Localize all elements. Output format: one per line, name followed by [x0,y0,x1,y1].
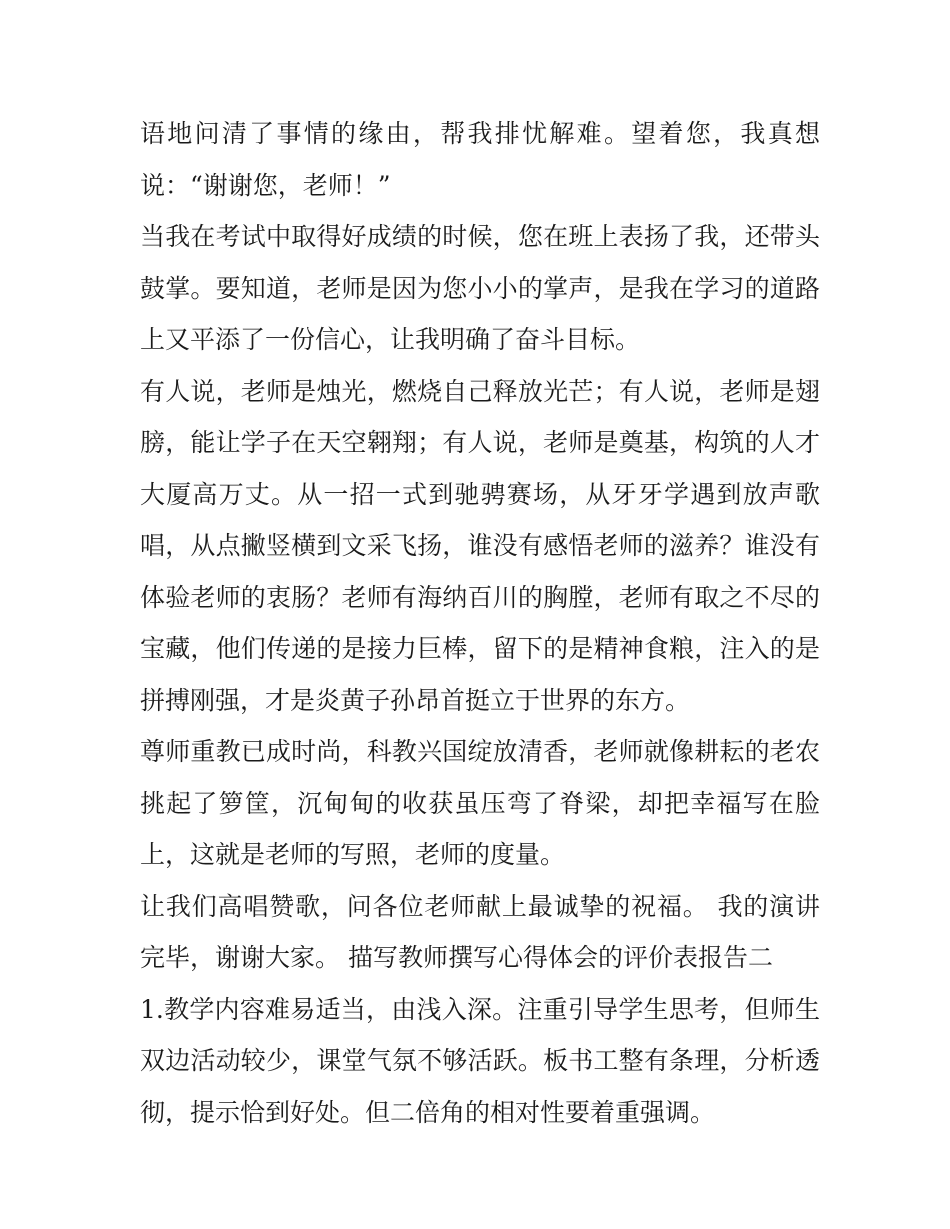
paragraph-respect-teachers: 尊师重教已成时尚，科教兴国绽放清香，老师就像耕耘的老农挑起了箩筐，沉甸甸的收获虽压弯了脊梁，却把幸福写在脸上，这就是老师的写照，老师的度量。 [140,737,820,869]
paragraph-thanks-teacher: 语地问清了事情的缘由，帮我排忧解难。望着您，我真想说：“谢谢您，老师！” [140,119,820,200]
paragraph-exam-praise: 当我在考试中取得好成绩的时候，您在班上表扬了我，还带头鼓掌。要知道，老师是因为您小小的掌声，是我在学习的道路上又平添了一份信心，让我明确了奋斗目标。 [140,222,820,354]
paragraph-teacher-metaphors: 有人说，老师是烛光，燃烧自己释放光芒；有人说，老师是翅膀，能让学子在天空翱翔；有人说，老师是奠基，构筑的人才大厦高万丈。从一招一式到驰骋赛场，从牙牙学遇到放声歌唱，从点撇竖横到文采飞扬，谁没有感悟老师的滋养？谁没有体验老师的衷肠？老师有海纳百川的胸膛，老师有取之不尽的宝藏，他们传递的是接力巨棒，留下的是精神食粮，注入的是拼搏刚强，才是炎黄子孙昂首挺立于世界的东方。 [140,376,820,715]
document-body [140,108,820,1138]
paragraph-closing-remarks: 让我们高唱赞歌，问各位老师献上最诚挚的祝福。 我的演讲完毕，谢谢大家。 描写教师撰写心得体会的评价表报告二 [140,891,820,972]
paragraph-evaluation-item-1: 1.教学内容难易适当，由浅入深。注重引导学生思考，但师生双边活动较少，课堂气氛不够活跃。板书工整有条理，分析透彻，提示恰到好处。但二倍角的相对性要着重强调。 [140,994,820,1127]
